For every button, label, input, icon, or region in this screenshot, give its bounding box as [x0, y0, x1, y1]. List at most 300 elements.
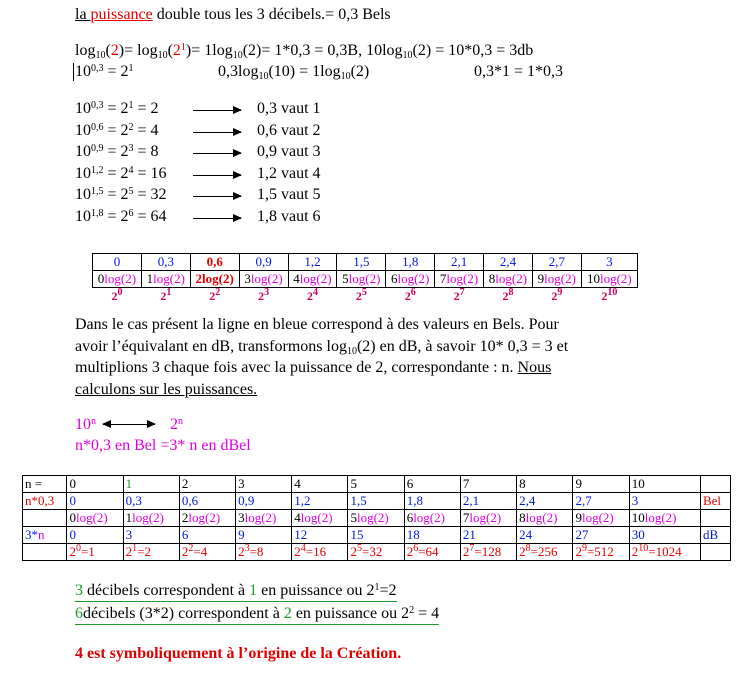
concl-part: = 4	[414, 605, 440, 622]
power-result: =8	[249, 544, 264, 559]
bels-cell: 3	[581, 254, 637, 271]
double-arrow-icon	[103, 424, 155, 425]
eq-red: 2	[172, 42, 181, 59]
log-coef: 5	[350, 510, 357, 525]
power-exp: 0,3	[91, 100, 104, 111]
log-coef: 4	[293, 271, 300, 286]
db-cell: 15	[348, 527, 404, 544]
n-cell: 9	[573, 476, 629, 493]
log-table-bels-row	[93, 254, 638, 271]
n-cell: 7	[460, 476, 516, 493]
paragraph-part: multiplions 3 chaque fois avec la puissance de 2, correspondante : n.	[75, 359, 518, 376]
power-row	[75, 100, 159, 118]
power-base: 2	[404, 289, 411, 303]
concl-part: =2	[379, 582, 397, 599]
intro-pre: la	[75, 6, 91, 23]
concl-part: décibels correspondent à	[83, 582, 250, 599]
power-value-cell	[460, 544, 516, 561]
power-value-cell	[67, 544, 123, 561]
power-row	[75, 122, 159, 140]
log-coef: 2	[195, 271, 203, 286]
log-cell	[460, 510, 516, 527]
eq-sub: 10	[258, 71, 269, 82]
log-word: log(2)	[75, 510, 108, 525]
log-cell	[386, 271, 435, 288]
power-exp2: 3	[128, 143, 134, 154]
power-exp: 0,6	[91, 121, 104, 133]
log-coef: 5	[342, 271, 349, 286]
log-table	[92, 253, 638, 304]
row-label	[23, 527, 67, 544]
log-word: log(2)	[413, 510, 445, 525]
paragraph-part: (2) en dB, à savoir 10* 0,3 = 3 et	[356, 337, 569, 355]
log-word: log(2)	[250, 271, 283, 286]
bel-cell: 1,5	[348, 493, 404, 510]
n-cell: 2	[179, 476, 235, 493]
power-exp: 1,5	[91, 186, 104, 197]
conversion-row-db	[23, 527, 731, 544]
power-base: 2	[406, 544, 414, 559]
eq-part: (10) = 1log	[268, 63, 341, 80]
log-coef: 6	[391, 271, 398, 286]
eq-part: 0,3log	[218, 63, 259, 80]
power-eq: = 2	[103, 186, 129, 203]
right-arrow-icon	[193, 196, 241, 197]
n-cell: 1	[123, 476, 179, 493]
eq-sub: 10	[232, 50, 243, 61]
log-equation-line	[75, 42, 533, 60]
conversion-row-power	[23, 544, 731, 561]
power-base: 2	[209, 289, 216, 303]
bel-cell: 2,7	[573, 493, 629, 510]
power-result: =128	[474, 544, 502, 559]
relation-left-sup: n	[91, 416, 96, 427]
bel-cell: 0,9	[236, 493, 292, 510]
bels-cell: 0,6	[190, 254, 239, 271]
relation-left: 10	[75, 416, 91, 433]
eq-part: (2) = 10*0,3 = 3db	[412, 42, 534, 59]
power-base: 2	[575, 544, 582, 559]
bel-cell: 2,4	[517, 493, 573, 510]
log-word: log(2)	[188, 510, 221, 525]
log-coef: 4	[294, 510, 301, 525]
power-value: = 32	[133, 186, 167, 203]
eq-part: = 2	[103, 63, 129, 80]
db-cell: 6	[179, 527, 235, 544]
log-word: log(2)	[202, 271, 234, 286]
power-value-cell	[179, 544, 235, 561]
log-coef: 6	[406, 510, 414, 525]
n-cell: 6	[404, 476, 460, 493]
power-value-cell	[348, 544, 404, 561]
label-part: 3*	[25, 527, 38, 542]
power-base: 2	[601, 289, 608, 303]
n-cell: 8	[517, 476, 573, 493]
power-exp: 0	[117, 287, 123, 298]
power-base: 2	[551, 289, 558, 303]
bels-cell: 0	[93, 254, 142, 271]
power-value: = 64	[133, 207, 167, 225]
db-cell: 18	[404, 527, 460, 544]
conclusion-line-1	[75, 582, 397, 600]
eq-part: )= 1log	[185, 42, 233, 59]
log-cell	[288, 271, 337, 288]
log-word: log(2)	[599, 271, 632, 286]
right-arrow-icon	[193, 132, 241, 133]
paragraph-underlined: Nous	[517, 359, 552, 376]
unit-cell: dB	[700, 527, 730, 544]
paragraph-line	[75, 357, 568, 379]
eq-part: (	[105, 42, 111, 59]
power-value: = 16	[133, 164, 167, 182]
explanation-paragraph	[75, 314, 568, 400]
log-cell	[292, 510, 348, 527]
power-exp2: 5	[128, 186, 134, 197]
power-exp: 7	[459, 287, 465, 298]
power-row	[75, 186, 167, 204]
label-part: n	[38, 527, 45, 542]
right-arrow-icon	[193, 153, 241, 154]
log-word: log(2)	[525, 510, 558, 525]
power-result: =16	[305, 544, 327, 559]
power-cell	[239, 288, 288, 305]
log-coef: 0	[97, 271, 105, 286]
log-cell	[573, 510, 629, 527]
paragraph-sub: 10	[346, 345, 357, 357]
intro-line	[75, 6, 391, 24]
db-cell: 0	[67, 527, 123, 544]
power-result: 1,8 vaut 6	[257, 207, 321, 225]
concl-green: 3	[75, 582, 83, 599]
bels-cell: 0,3	[141, 254, 190, 271]
log-word: log(2)	[132, 510, 164, 525]
power-exp: 2	[215, 287, 221, 298]
power-base: 2	[181, 544, 189, 559]
power-exp: 10	[638, 543, 649, 554]
power-exp2: 1	[128, 100, 134, 111]
eq-sub: 10	[157, 50, 168, 61]
n-cell: 5	[348, 476, 404, 493]
log-coef: 8	[488, 271, 496, 286]
db-cell: 24	[517, 527, 573, 544]
log-cell	[179, 510, 235, 527]
row-label	[23, 544, 67, 561]
power-base: 10	[75, 100, 91, 117]
power-exp: 4	[312, 287, 318, 298]
concl-green: 6	[75, 605, 83, 622]
relation-right	[170, 416, 183, 434]
unit-cell	[700, 476, 730, 493]
eq-part: )= log	[118, 42, 158, 59]
row-label	[23, 510, 67, 527]
db-cell: 9	[236, 527, 292, 544]
power-exp: 6	[413, 543, 419, 554]
eq-sub: 10	[340, 71, 351, 82]
eq-sup: 1	[128, 63, 134, 74]
power-base: 2	[462, 544, 470, 559]
power-base: 10	[75, 207, 91, 225]
log-cell	[581, 271, 637, 288]
unit-cell: Bel	[700, 493, 730, 510]
concl-green: 1	[249, 582, 258, 599]
power-exp: 7	[469, 543, 475, 554]
power-result: 0,3 vaut 1	[257, 100, 321, 117]
power-value: = 4	[133, 121, 159, 139]
concl-part: décibels (3*2) correspondent à	[83, 605, 284, 622]
eq-part: 10	[75, 63, 91, 80]
log-word: log(2)	[644, 510, 677, 525]
conversion-row-log	[23, 510, 731, 527]
log-coef: 1	[125, 510, 133, 525]
conversion-row-bel	[23, 493, 731, 510]
bel-cell: 1,8	[404, 493, 460, 510]
power-eq: = 2	[103, 143, 129, 160]
bels-cell: 2,1	[435, 254, 484, 271]
power-eq: = 2	[103, 164, 129, 182]
bels-cell: 2,7	[532, 254, 581, 271]
eq-sup: 0,3	[91, 63, 104, 74]
bel-cell: 0,3	[123, 493, 179, 510]
log-coef: 0	[69, 510, 76, 525]
relation-line: n*0,3 en Bel =3* n en dBel	[75, 437, 251, 454]
power-exp: 10	[607, 287, 618, 298]
power-result: =1024	[648, 544, 682, 559]
power-exp: 1,2	[91, 164, 104, 176]
power-exp: 4	[300, 543, 306, 554]
power-equation-line	[73, 63, 134, 81]
power-value-cell	[123, 544, 179, 561]
eq-part: (	[167, 42, 173, 59]
log-word: log(2)	[300, 510, 333, 525]
power-cell	[581, 288, 637, 305]
log-coef: 8	[519, 510, 526, 525]
power-value-cell	[292, 544, 348, 561]
log-cell	[532, 271, 581, 288]
bel-cell: 2,1	[460, 493, 516, 510]
log-cell	[93, 271, 142, 288]
power-eq: = 2	[103, 100, 129, 117]
log-cell	[123, 510, 179, 527]
log-coef: 3	[244, 271, 251, 286]
intro-post: double tous les 3 décibels.= 0,3 Bels	[152, 6, 391, 23]
power-base: 2	[238, 544, 245, 559]
power-exp: 5	[361, 287, 367, 298]
log-word: log(2)	[348, 271, 381, 286]
log-cell	[236, 510, 292, 527]
log-cell	[435, 271, 484, 288]
power-exp: 6	[410, 287, 416, 298]
power-exp: 5	[356, 543, 362, 554]
log-table-power-row	[93, 288, 638, 305]
n-cell: 10	[629, 476, 700, 493]
bel-cell: 1,2	[292, 493, 348, 510]
final-statement: 4 est symboliquement à l’origine de la Création.	[75, 645, 402, 662]
power-exp: 3	[244, 543, 250, 554]
power-result: =256	[530, 544, 558, 559]
paragraph-line: Dans le cas présent la ligne en bleue correspond à des valeurs en Bels. Pour	[75, 316, 559, 333]
paragraph-part: avoir l’équivalant en dB, transformons log	[75, 337, 347, 355]
power-exp: 9	[557, 287, 563, 298]
bels-cell: 1,8	[386, 254, 435, 271]
power-base: 2	[350, 544, 357, 559]
conversion-table	[22, 475, 731, 561]
power-equation-mid	[218, 63, 369, 81]
power-cell	[484, 288, 533, 305]
eq-part: log	[75, 42, 96, 59]
power-base: 2	[160, 289, 167, 303]
eq-part: (2)	[350, 63, 370, 80]
power-value-cell	[404, 544, 460, 561]
power-base: 2	[69, 544, 76, 559]
power-base: 2	[355, 289, 362, 303]
db-cell: 30	[629, 527, 700, 544]
conversion-row-n	[23, 476, 731, 493]
power-base: 10	[75, 186, 91, 203]
log-word: log(2)	[104, 271, 137, 286]
concl-sup: 1	[374, 582, 380, 593]
n-cell: 4	[292, 476, 348, 493]
conclusion-line-2	[75, 605, 439, 623]
power-base: 2	[453, 289, 460, 303]
log-cell	[141, 271, 190, 288]
eq-red: 2	[110, 42, 119, 59]
log-word: log(2)	[153, 271, 185, 286]
bels-cell: 2,4	[484, 254, 533, 271]
row-label: n*0,3	[23, 493, 67, 510]
power-value: = 8	[133, 143, 159, 160]
power-exp: 9	[581, 543, 587, 554]
power-cell	[190, 288, 239, 305]
power-exp: 1	[132, 543, 138, 554]
power-cell	[93, 288, 142, 305]
unit-cell	[700, 544, 730, 561]
log-coef: 3	[238, 510, 245, 525]
power-exp: 1,8	[91, 207, 104, 219]
log-coef: 2	[181, 510, 189, 525]
log-coef: 10	[586, 271, 600, 286]
log-word: log(2)	[446, 271, 479, 286]
log-coef: 7	[462, 510, 470, 525]
log-cell	[239, 271, 288, 288]
relation-right-sup: n	[178, 416, 183, 427]
power-row	[75, 208, 167, 226]
power-base: 2	[631, 544, 639, 559]
db-cell: 3	[123, 527, 179, 544]
log-coef: 9	[575, 510, 582, 525]
log-cell	[404, 510, 460, 527]
power-eq: = 2	[103, 121, 129, 139]
power-base: 2	[125, 544, 133, 559]
log-coef: 1	[146, 271, 154, 286]
power-value-cell	[573, 544, 629, 561]
power-cell	[288, 288, 337, 305]
eq-sub: 10	[95, 50, 106, 61]
db-cell: 27	[573, 527, 629, 544]
log-word: log(2)	[244, 510, 277, 525]
power-value-cell	[236, 544, 292, 561]
power-exp2: 2	[128, 121, 134, 133]
log-cell	[190, 271, 239, 288]
power-exp: 8	[508, 287, 514, 298]
db-cell: 21	[460, 527, 516, 544]
power-equation-right: 0,3*1 = 1*0,3	[474, 63, 564, 80]
bel-cell: 0,6	[179, 493, 235, 510]
log-word: log(2)	[299, 271, 332, 286]
paragraph-line: calculons sur les puissances.	[75, 380, 258, 398]
power-row	[75, 165, 167, 183]
power-cell	[141, 288, 190, 305]
concl-part: en puissance ou 2	[291, 605, 410, 622]
bel-cell: 0	[67, 493, 123, 510]
log-word: log(2)	[495, 271, 528, 286]
power-result: 0,6 vaut 2	[257, 121, 321, 139]
relation-top	[75, 416, 96, 434]
log-table-log-row	[93, 271, 638, 288]
power-cell	[337, 288, 386, 305]
log-cell	[348, 510, 404, 527]
log-cell	[337, 271, 386, 288]
right-arrow-icon	[193, 110, 241, 111]
power-cell	[435, 288, 484, 305]
right-arrow-icon	[193, 175, 241, 176]
n-cell: 0	[67, 476, 123, 493]
power-base: 10	[75, 121, 91, 139]
bel-cell: 3	[629, 493, 700, 510]
concl-sup: 2	[409, 605, 415, 616]
power-exp: 3	[264, 287, 270, 298]
power-cell	[386, 288, 435, 305]
power-result: =2	[137, 544, 152, 559]
power-base: 2	[294, 544, 301, 559]
concl-part: en puissance ou 2	[257, 582, 375, 599]
power-result: =512	[586, 544, 614, 559]
log-cell	[517, 510, 573, 527]
paragraph-line	[75, 336, 568, 358]
power-row	[75, 143, 159, 161]
bels-cell: 1,2	[288, 254, 337, 271]
eq-red-sup: 1	[180, 42, 186, 53]
eq-part: (2)= 1*0,3 = 0,3B, 10log	[242, 42, 403, 59]
concl-green: 2	[283, 605, 292, 622]
log-word: log(2)	[544, 271, 576, 286]
power-base: 2	[519, 544, 526, 559]
n-cell: 3	[236, 476, 292, 493]
power-cell	[532, 288, 581, 305]
power-base: 10	[75, 164, 91, 182]
power-result: =32	[361, 544, 383, 559]
power-result: 0,9 vaut 3	[257, 143, 321, 160]
power-exp: 2	[188, 543, 194, 554]
log-word: log(2)	[397, 271, 430, 286]
power-exp2: 4	[128, 164, 134, 176]
power-exp: 0,9	[91, 143, 104, 154]
power-result: 1,5 vaut 5	[257, 186, 321, 203]
power-base: 2	[111, 289, 118, 303]
power-base: 2	[306, 289, 313, 303]
bels-cell: 1,5	[337, 254, 386, 271]
log-coef: 7	[439, 271, 447, 286]
db-cell: 12	[292, 527, 348, 544]
eq-sub: 10	[402, 50, 413, 61]
log-cell	[484, 271, 533, 288]
power-exp2: 6	[128, 207, 134, 219]
power-value-cell	[629, 544, 700, 561]
power-exp: 8	[525, 543, 531, 554]
log-coef: 10	[631, 510, 645, 525]
log-word: log(2)	[469, 510, 502, 525]
unit-cell	[700, 510, 730, 527]
relation-right-base: 2	[170, 416, 178, 433]
